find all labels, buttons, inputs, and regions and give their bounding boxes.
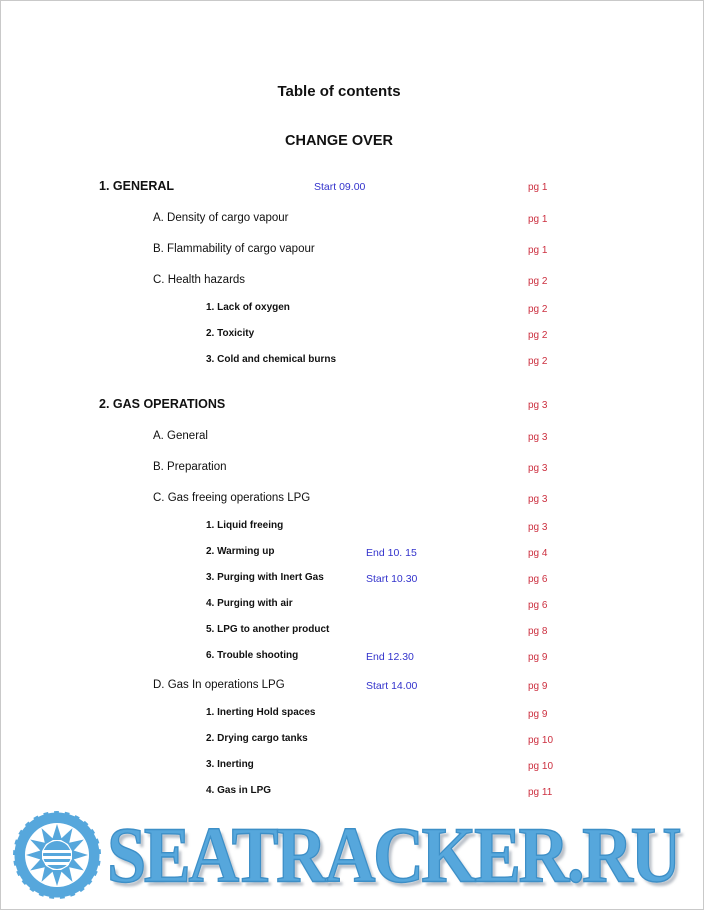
toc-entry-page: pg 4	[528, 548, 548, 559]
toc-entry-page: pg 3	[528, 494, 548, 505]
toc-entry-page: pg 3	[528, 432, 548, 443]
toc-entry-page: pg 1	[528, 214, 548, 225]
toc-entry-label: C. Health hazards	[153, 274, 246, 286]
toc-entry-label: 5. LPG to another product	[206, 624, 330, 635]
toc-entry-page: pg 11	[528, 787, 553, 798]
toc-entry-page: pg 3	[528, 522, 548, 533]
toc-entry-page: pg 9	[528, 652, 548, 663]
toc-entry-label: A. Density of cargo vapour	[153, 212, 289, 224]
watermark	[7, 807, 699, 903]
toc-entry-page: pg 10	[528, 735, 554, 746]
toc-list	[1, 179, 703, 798]
toc-entry	[1, 430, 703, 445]
toc-entry-note: End 12.30	[366, 651, 414, 663]
toc-entry-page: pg 9	[528, 681, 548, 692]
toc-entry	[1, 650, 703, 663]
toc-entry	[1, 354, 703, 367]
toc-entry-page: pg 6	[528, 574, 548, 585]
toc-entry-label: 4. Purging with air	[206, 598, 293, 609]
toc-entry-note: End 10. 15	[366, 547, 417, 559]
toc-entry-label: C. Gas freeing operations LPG	[153, 492, 311, 504]
toc-entry	[1, 461, 703, 476]
toc-entry	[1, 624, 703, 637]
page-title: Table of contents	[277, 83, 401, 100]
toc-entry-label: 4. Gas in LPG	[206, 785, 272, 796]
toc-entry	[1, 397, 703, 414]
toc-entry	[1, 759, 703, 772]
toc-entry	[1, 328, 703, 341]
toc-entry-page: pg 2	[528, 304, 548, 315]
toc-entry-page: pg 2	[528, 330, 548, 341]
toc-entry	[1, 733, 703, 746]
toc-entry-label: 1. GENERAL	[99, 179, 175, 193]
toc-entry-page: pg 6	[528, 600, 548, 611]
toc-entry	[1, 274, 703, 289]
toc-entry-label: 2. GAS OPERATIONS	[99, 397, 226, 411]
toc-entry-page: pg 10	[528, 761, 554, 772]
toc-entry	[1, 492, 703, 507]
toc-entry	[1, 707, 703, 720]
toc-entry	[1, 243, 703, 258]
toc-entry-label: 3. Inerting	[206, 759, 254, 770]
toc-entry	[1, 520, 703, 533]
toc-entry-label: 1. Liquid freeing	[206, 520, 284, 531]
toc-entry-page: pg 1	[528, 182, 548, 193]
toc-entry-label: 1. Lack of oxygen	[206, 302, 290, 313]
toc-entry	[1, 179, 703, 196]
section-title: CHANGE OVER	[285, 133, 393, 149]
toc-entry-label: A. General	[153, 430, 208, 442]
toc-entry-label: 6. Trouble shooting	[206, 650, 299, 661]
toc-entry-page: pg 2	[528, 356, 548, 367]
toc-entry-note: Start 09.00	[314, 181, 366, 193]
toc-entry	[1, 212, 703, 227]
toc-entry-label: B. Flammability of cargo vapour	[153, 243, 315, 255]
toc-entry-note: Start 10.30	[366, 573, 418, 585]
toc-entry-page: pg 1	[528, 245, 548, 256]
toc-entry	[1, 302, 703, 315]
toc-entry	[1, 572, 703, 585]
toc-entry-page: pg 3	[528, 400, 548, 411]
watermark-text: SEATRACKER.RU	[107, 810, 680, 900]
toc-entry	[1, 598, 703, 611]
toc-entry-label: 1. Inerting Hold spaces	[206, 707, 316, 718]
toc-entry	[1, 679, 703, 694]
document-header	[1, 83, 677, 149]
toc-entry-page: pg 3	[528, 463, 548, 474]
sun-icon	[7, 807, 107, 903]
toc-entry	[1, 546, 703, 559]
toc-entry-label: D. Gas In operations LPG	[153, 679, 285, 691]
toc-entry-label: 3. Purging with Inert Gas	[206, 572, 324, 583]
toc-entry-page: pg 2	[528, 276, 548, 287]
toc-entry-label: 2. Drying cargo tanks	[206, 733, 308, 744]
toc-entry-label: B. Preparation	[153, 461, 227, 473]
toc-entry-note: Start 14.00	[366, 680, 418, 692]
toc-entry-label: 2. Warming up	[206, 546, 275, 557]
toc-entry-label: 2. Toxicity	[206, 328, 255, 339]
toc-entry	[1, 785, 703, 798]
toc-entry-label: 3. Cold and chemical burns	[206, 354, 337, 365]
toc-entry-page: pg 9	[528, 709, 548, 720]
toc-entry-page: pg 8	[528, 626, 548, 637]
